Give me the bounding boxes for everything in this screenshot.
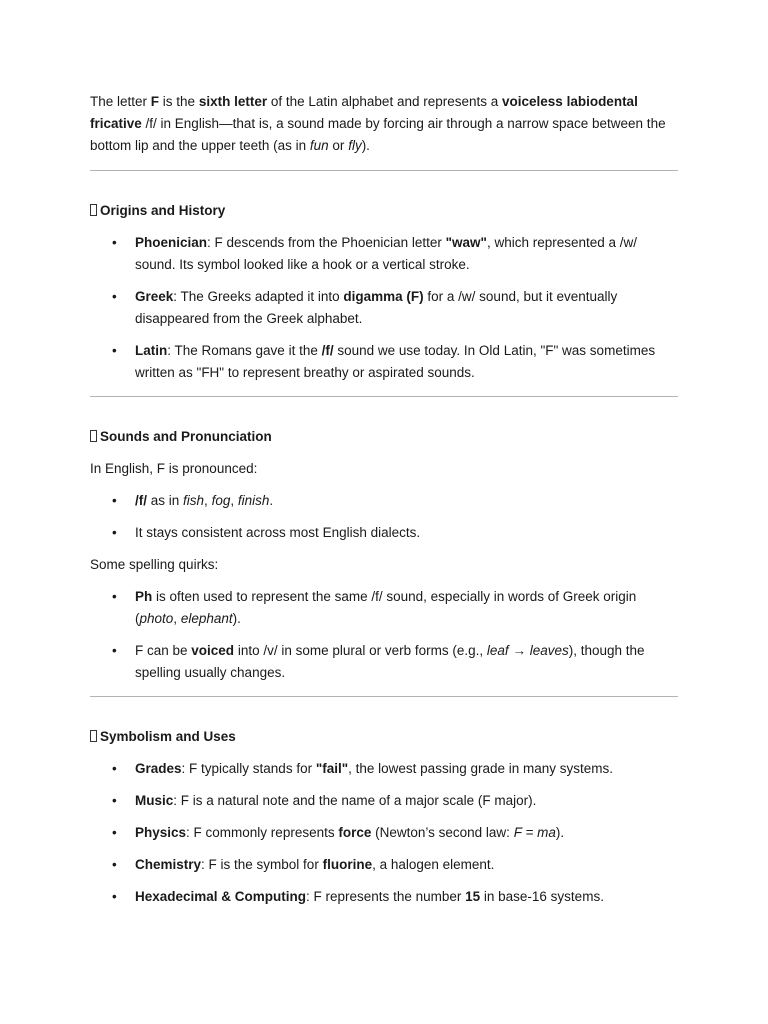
missing-glyph-icon [90, 204, 97, 216]
list-item: • Greek: The Greeks adapted it into digamma (F) for a /w/ sound, but it eventually disappeared from the Greek alphabet. [90, 286, 678, 330]
symbolism-heading: Symbolism and Uses [90, 726, 678, 748]
list-item: • Ph is often used to represent the same /f/ sound, especially in words of Greek origin (photo, elephant). [90, 586, 678, 630]
sounds-section [90, 426, 678, 684]
sounds-lead-2: Some spelling quirks: [90, 557, 219, 572]
list-item: • Music: F is a natural note and the name of a major scale (F major). [90, 790, 678, 812]
origins-heading: Origins and History [90, 200, 678, 222]
list-item: • Physics: F commonly represents force (Newton’s second law: F = ma). [90, 822, 678, 844]
list-item: • Hexadecimal & Computing: F represents the number 15 in base-16 systems. [90, 886, 678, 908]
divider [90, 396, 678, 397]
origins-section [90, 200, 678, 384]
list-item: • /f/ as in fish, fog, finish. [90, 490, 678, 512]
intro-paragraph: The letter F is the sixth letter of the Latin alphabet and represents a voiceless labiodental fricative /f/ in English—that is, a sound made by forcing air through a narrow space between the bottom lip and the upper teeth (as in fun or fly). [90, 94, 666, 153]
list-item: • F can be voiced into /v/ in some plural or verb forms (e.g., leaf → leaves), though the spelling usually changes. [90, 640, 678, 684]
missing-glyph-icon [90, 430, 97, 442]
list-item: • Chemistry: F is the symbol for fluorine, a halogen element. [90, 854, 678, 876]
sounds-lead-1: In English, F is pronounced: [90, 461, 258, 476]
list-item: • Grades: F typically stands for "fail", the lowest passing grade in many systems. [90, 758, 678, 780]
sounds-heading: Sounds and Pronunciation [90, 426, 678, 448]
divider [90, 170, 678, 171]
symbolism-section [90, 726, 678, 908]
list-item: • Phoenician: F descends from the Phoenician letter "waw", which represented a /w/ sound. Its symbol looked like a hook or a vertical stroke. [90, 232, 678, 276]
origins-list [90, 232, 678, 384]
symbolism-list [90, 758, 678, 908]
sounds-list-2 [90, 586, 678, 684]
document-page [90, 0, 678, 908]
list-item: • Latin: The Romans gave it the /f/ sound we use today. In Old Latin, "F" was sometimes written as "FH" to represent breathy or aspirated sounds. [90, 340, 678, 384]
divider [90, 696, 678, 697]
missing-glyph-icon [90, 730, 97, 742]
list-item: • It stays consistent across most English dialects. [90, 522, 678, 544]
sounds-list-1 [90, 490, 678, 544]
